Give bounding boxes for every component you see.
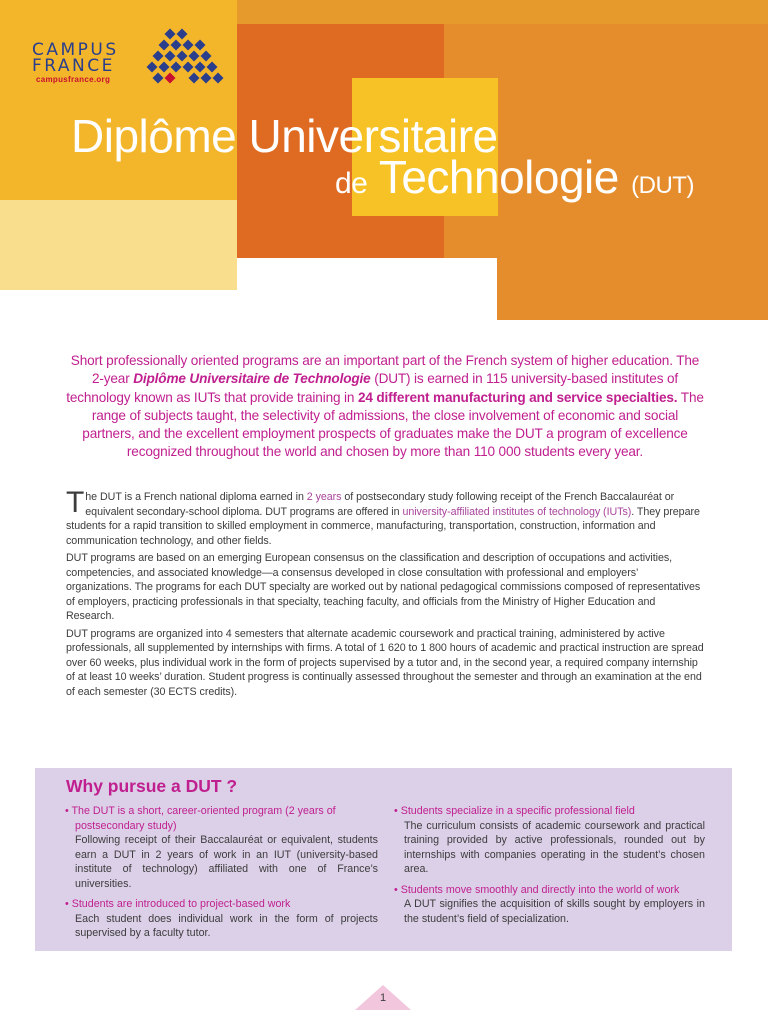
header-block-orange-strip — [237, 0, 768, 24]
logo-diamond — [183, 62, 194, 73]
body-highlight-iuts: university-affiliated institutes of technology (IUTs) — [402, 505, 632, 518]
body-p1-a: he DUT is a French national diploma earned in — [85, 491, 307, 503]
logo-diamond — [189, 51, 200, 62]
intro-bold: 24 different manufacturing and service specialties. — [357, 389, 678, 405]
intro-text-3: The range of subjects taught, the selectivity of admissions, the close involvement of economic and social partners, and the excellent employment prospects of graduates make the DUT a program of excellence recognized throughout the world and chosen by more than 110 000 students every year. — [82, 389, 704, 460]
logo-diamond — [165, 73, 176, 84]
body-paragraph-3: DUT programs are organized into 4 semesters that alternate academic coursework and practical training, administered by active professionals, all supplemented by internships with firms. A total of 1 620 to 1 800 hours of academic and practical instruction are spread over 60 weeks, plus individual work in the form of projects supervised by a tutor and, in the second year, a required company internship of at least 10 weeks’ duration. Student progress is continually assessed throughout the semester and through an examination at the end of each semester (30 ECTS credits). — [66, 627, 704, 698]
campus-france-logo — [32, 28, 232, 88]
body-text — [66, 486, 706, 702]
logo-diamond — [165, 51, 176, 62]
bullet-description: Following receipt of their Baccalauréat or equivalent, students earn a DUT in 2 years of work in an IUT (university-based institute of technology) affiliated with one of France’s universities. — [75, 834, 378, 890]
page-number-marker — [354, 984, 412, 1010]
body-p1-c: . They prepare students for a rapid transition to skilled employment in commerce, manufacturing, transportation, construction, information and communication technology, and other fields. — [66, 505, 700, 547]
list-item — [394, 883, 705, 927]
logo-diamond — [153, 51, 164, 62]
logo-diamond — [177, 29, 188, 40]
logo-diamond — [201, 73, 212, 84]
logo-url: campusfrance.org — [36, 75, 111, 84]
intro-emphasis: Diplôme Universitaire de Technologie — [133, 371, 371, 387]
title-line-1: Diplôme Universitaire — [71, 110, 498, 162]
list-item — [394, 804, 705, 877]
logo-diamond — [177, 51, 188, 62]
bullet-heading: • The DUT is a short, career-oriented program (2 years of postsecondary study) — [65, 805, 336, 832]
bullet-heading: • Students move smoothly and directly into the world of work — [394, 883, 680, 896]
logo-diamond — [201, 51, 212, 62]
bullet-heading: • Students specialize in a specific professional field — [394, 805, 635, 817]
logo-diamond — [213, 73, 224, 84]
list-item — [65, 897, 378, 941]
panel-title: Why pursue a DUT ? — [66, 776, 238, 796]
body-p1-b: of postsecondary study following receipt of the French Baccalauréat or equivalent secondary-school diploma. DUT programs are offered in — [85, 491, 675, 518]
page-number: 1 — [379, 992, 387, 1004]
drop-cap: T — [66, 486, 85, 519]
logo-diamond — [195, 62, 206, 73]
logo-diamond — [159, 40, 170, 51]
logo-diamond — [153, 73, 164, 84]
logo-diamond — [147, 62, 158, 73]
logo-diamond — [171, 40, 182, 51]
logo-diamond — [207, 62, 218, 73]
logo-diamond — [165, 29, 176, 40]
intro-text-1: Short professionally oriented programs are an important part of the French system of higher education. The 2-year — [70, 353, 700, 387]
bullet-description: Each student does individual work in the form of projects supervised by a faculty tutor. — [75, 912, 378, 939]
title-de: de — [335, 167, 368, 200]
diamond-mosaic-icon — [136, 28, 228, 86]
list-item — [65, 804, 378, 891]
why-pursue-panel — [35, 768, 732, 951]
intro-paragraph — [66, 352, 704, 462]
bullet-description: The curriculum consists of academic coursework and practical training provided by active professionals, rounded out by internships with companies operating in the student’s chosen area. — [404, 819, 705, 875]
bullet-description: A DUT signifies the acquisition of skills sought by employers in the student’s field of specialization. — [404, 898, 705, 925]
body-highlight-years: 2 years — [306, 491, 342, 503]
panel-right-column — [394, 804, 705, 932]
logo-diamond — [159, 62, 170, 73]
logo-diamond — [171, 62, 182, 73]
bullet-heading: • Students are introduced to project-based work — [65, 898, 291, 910]
logo-diamond — [183, 40, 194, 51]
title-technologie: Technologie — [378, 151, 619, 203]
intro-text-2: (DUT) is earned in 115 university-based institutes of technology known as IUTs that provide training in — [66, 371, 679, 405]
logo-diamond — [189, 73, 200, 84]
body-paragraph-1 — [66, 486, 706, 548]
logo-text-campus: CAMPUS — [32, 40, 119, 60]
header-block-light-yellow — [0, 200, 237, 290]
title-line-2 — [335, 150, 694, 204]
logo-diamond — [195, 40, 206, 51]
header-block-orange-tab — [497, 258, 768, 320]
title-abbr: (DUT) — [631, 172, 694, 199]
logo-text-france: FRANCE — [32, 56, 115, 76]
panel-left-column — [65, 804, 378, 947]
body-paragraph-2: DUT programs are based on an emerging European consensus on the classification and description of occupations and activities, competencies, and associated knowledge—a consensus developed in close consultation with professional and employers’ organizations. The programs for each DUT specialty are worked out by national pedagogical commissions composed of representatives of employers, practicing professionals in that specialty, teaching faculty, and officials from the Ministry of Higher Education and Research. — [66, 552, 701, 622]
